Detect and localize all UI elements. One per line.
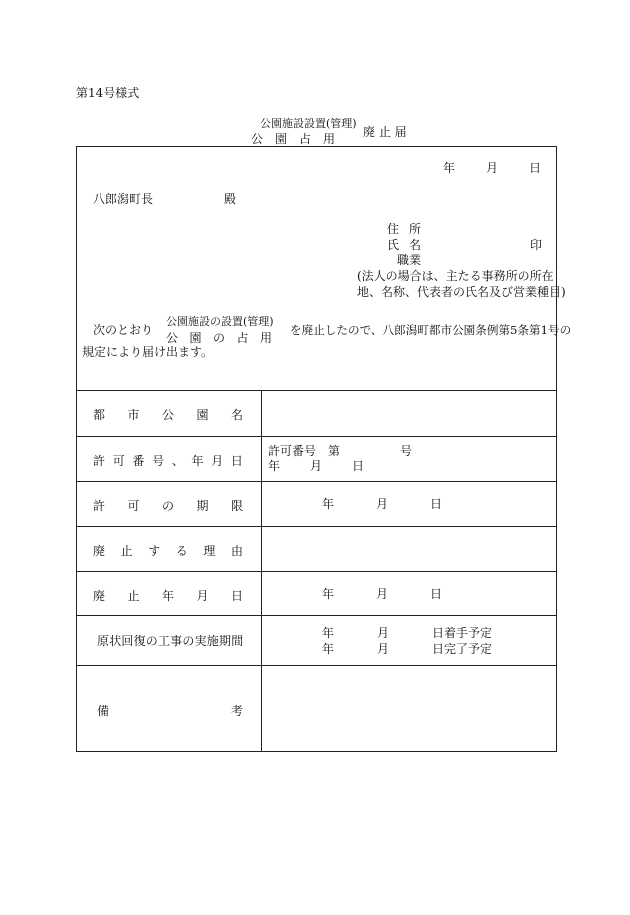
corporation-note-line2: 地、名称、代表者の氏名及び営業種目) <box>357 285 566 299</box>
title-upper: 公園施設設置(管理) <box>260 117 357 130</box>
column-divider <box>261 390 262 752</box>
divider-line <box>76 526 557 527</box>
submission-date <box>443 161 541 175</box>
divider-line <box>76 481 557 482</box>
permit-date-value: 年 月 日 <box>268 459 364 473</box>
statement-prefix: 次のとおり <box>93 323 154 337</box>
permit-number-value: 許可番号 第 号 <box>268 444 413 458</box>
seal-mark: 印 <box>530 238 543 252</box>
abolish-date-value: 年 月 日 <box>322 587 442 601</box>
date-day: 日 <box>528 161 541 175</box>
permit-period-label: 許 可 の 期 限 <box>93 499 243 513</box>
honorific: 殿 <box>224 192 237 206</box>
statement-option-upper: 公園施設の設置(管理) <box>166 315 274 328</box>
date-month: 月 <box>485 161 498 175</box>
restoration-start-value: 年 月 日着手予定 <box>322 626 493 640</box>
date-year: 年 <box>443 161 456 175</box>
abolish-reason-label: 廃 止 す る 理 由 <box>93 544 243 558</box>
remarks-label: 備 考 <box>97 704 243 718</box>
title-suffix: 廃 止 届 <box>363 125 407 139</box>
corporation-note-line1: (法人の場合は、主たる事務所の所在 <box>357 269 554 283</box>
name-label: 氏 名 <box>387 238 421 252</box>
statement-line2: 規定により届け出ます。 <box>82 345 214 359</box>
divider-line <box>76 436 557 437</box>
address-label: 住 所 <box>387 222 421 236</box>
occupation-label: 職 業 <box>397 253 422 267</box>
divider-line <box>76 571 557 572</box>
statement-suffix: を廃止したので、八郎潟町都市公園条例第5条第1号の <box>290 323 572 337</box>
statement-option-lower: 公 園 の 占 用 <box>166 331 272 345</box>
divider-line <box>76 615 557 616</box>
permit-period-value: 年 月 日 <box>322 497 442 511</box>
divider-line <box>76 390 557 391</box>
permit-number-label: 許 可 番 号 、 年 月 日 <box>93 454 243 468</box>
form-number: 第14号様式 <box>76 86 140 100</box>
park-name-label: 都 市 公 園 名 <box>93 408 243 422</box>
addressee: 八郎潟町長 <box>93 192 154 206</box>
restoration-end-value: 年 月 日完了予定 <box>322 642 493 656</box>
divider-line <box>76 665 557 666</box>
restoration-period-label: 原状回復の工事の実施期間 <box>97 634 244 648</box>
title-lower: 公 園 占 用 <box>251 132 336 146</box>
abolish-date-label: 廃 止 年 月 日 <box>93 589 243 603</box>
